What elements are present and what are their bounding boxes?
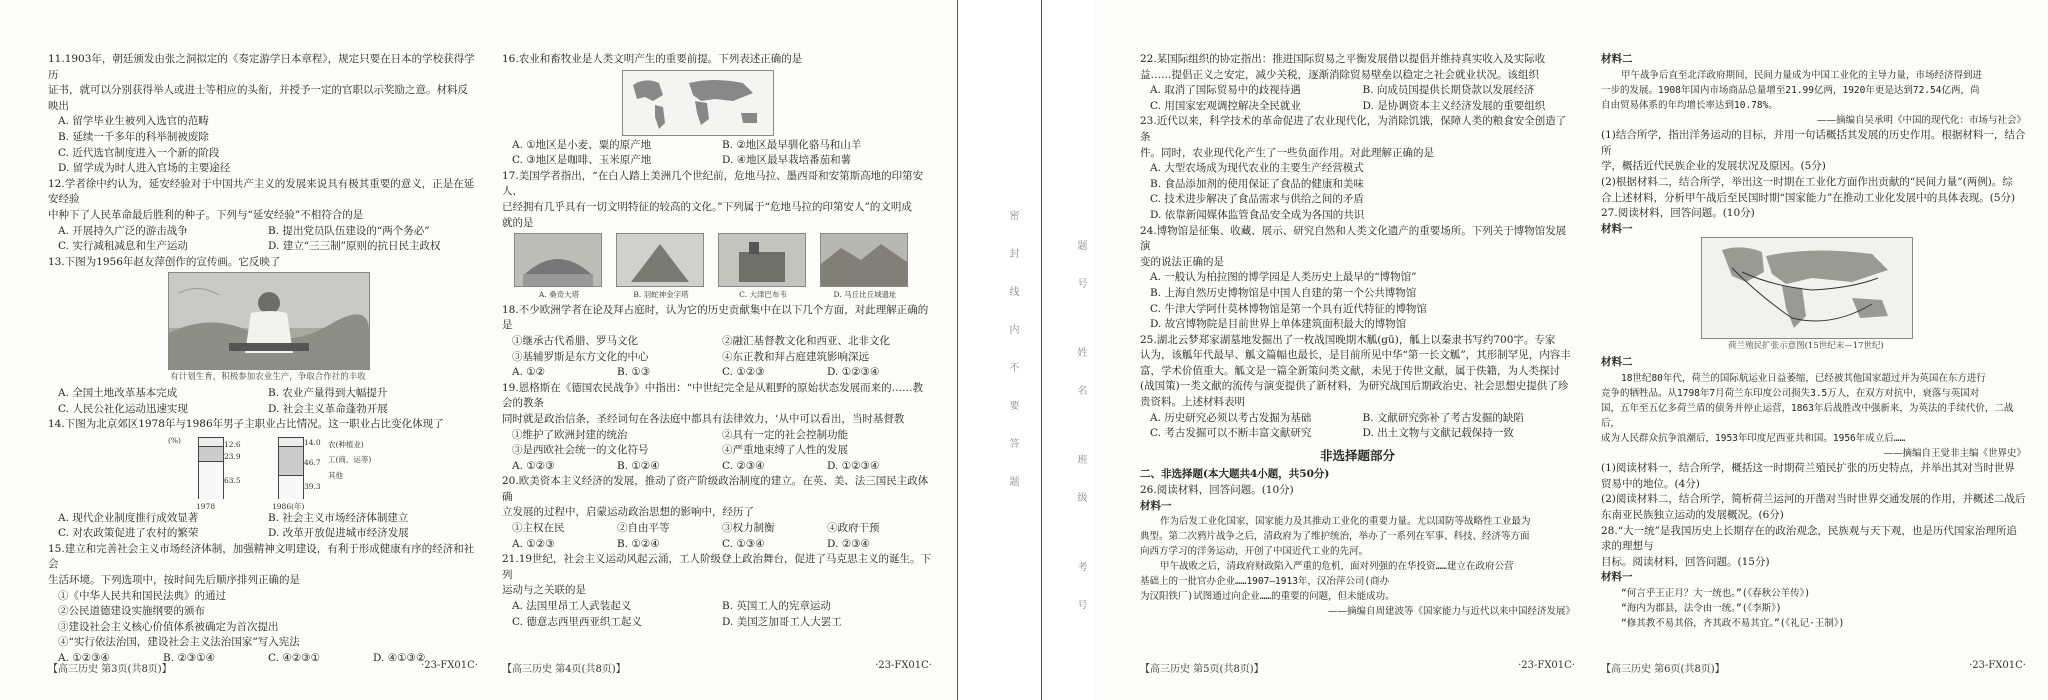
q28-quote-2: “海内为郡县，法令由一统。”(《李斯》) — [1621, 602, 1782, 614]
q21-option-c: C. 德意志西里西亚织工起义 — [512, 615, 642, 628]
question-23 — [1140, 114, 1575, 223]
q26-material1-label: 材料一 — [1140, 499, 1172, 512]
q27-mat2-line1: 18世纪80年代，荷兰的国际航运业日益萎缩，已经被其他国家超过并为英国在东方进行 — [1621, 372, 1986, 384]
q24-stem-1: 24.博物馆是征集、收藏、展示、研究自然和人类文化遗产的重要场所。下列关于博物馆发展演 — [1140, 224, 1567, 253]
q27-mat2-line2: 竞争的牺牲品。从1798年7月荷兰东印度公司损失3.5万人，在双方对抗中，衰落与英国对 — [1601, 387, 1980, 399]
q28-quote-1: “何言乎王正月？大一统也。”(《春秋公羊传》) — [1621, 587, 1811, 599]
q20-item-4: ④政府干预 — [827, 522, 880, 535]
q26-stem: 26.阅读材料，回答问题。(10分) — [1140, 484, 1294, 497]
q18-item-4: ④东正教和拜占庭建筑影响深远 — [722, 350, 869, 363]
q26-sub1-line2: 学，概括近代民族企业的发展状况及原因。(5分) — [1601, 160, 1826, 173]
q17-label-b: B. 羽蛇神金字塔 — [633, 290, 689, 300]
legend-agri: 农(种植业) — [328, 439, 364, 449]
page3-footer — [48, 660, 478, 675]
q11-stem-1: 11.1903年，朝廷颁发由张之洞拟定的《奏定游学日本章程》，规定只要在日本的学校获得学历 — [48, 53, 475, 81]
q25-option-a: A. 历史研究必须以考古发掘为基础 — [1150, 411, 1312, 424]
q14-stem: 14.下图为北京郊区1978年与1986年男子主职业占比情况。这一职业占比变化体现了 — [48, 418, 444, 431]
q20-item-1: ①主权在民 — [512, 522, 565, 535]
page5-footer — [1140, 660, 1575, 675]
q26-mat2-line1: 甲午战争后直至北洋政府期间，民间力量成为中国工业化的主导力量，市场经济得到进 — [1621, 69, 1983, 81]
question-13 — [48, 255, 478, 417]
q20-stem-2: 立发展的过程中，启蒙运动政治思想的影响中，经历了 — [502, 506, 754, 519]
page5-column — [1140, 52, 1575, 620]
q28-material1-label: 材料一 — [1601, 571, 1633, 584]
q26-mat-line5: 基础上的一批官办企业……1907—1913年，汉冶萍公司(商办 — [1140, 576, 1390, 588]
q19-item-3: ③是西欧社会统一的文化符号 — [512, 444, 649, 457]
q12-option-b: B. 提出党员队伍建设的“两个务必” — [268, 224, 430, 237]
question-19 — [502, 381, 932, 475]
q16-option-d: D. ④地区最早栽培番茄和薯 — [722, 154, 852, 167]
q19-item-1: ①维护了欧洲封建的统治 — [512, 428, 628, 441]
q13-stem: 13.下图为1956年赵友萍创作的宣传画。它反映了 — [48, 255, 281, 268]
q11-option-b: B. 延续一千多年的科举制被废除 — [58, 130, 209, 143]
q26-material2-label: 材料二 — [1601, 53, 1633, 65]
q14-option-a: A. 现代企业制度推行成效显著 — [58, 511, 199, 524]
q28-quote-3: “修其教不易其俗，齐其政不易其宜。”(《礼记·王制》) — [1621, 617, 1845, 629]
q16-option-b: B. ②地区最早驯化骆马和山羊 — [722, 138, 862, 151]
q21-option-d: D. 美国芝加哥工人大罢工 — [722, 615, 842, 628]
q27-sub1-line1: (1)阅读材料一，结合所学，概括这一时期荷兰殖民扩张的历史特点，并举出其对当时世界 — [1601, 462, 2015, 475]
q22-option-b: B. 向成员国提供长期贷款以发展经济 — [1362, 84, 1535, 97]
q11-option-c: C. 近代选官制度进入一个新的阶段 — [58, 146, 220, 159]
q27-material1-label: 材料一 — [1601, 222, 1633, 235]
q17-label-c: C. 大津巴布韦 — [739, 290, 787, 300]
q23-option-a: A. 大型农场成为现代农业的主要生产经营模式 — [1150, 162, 1364, 175]
q17-stem-2: 已经拥有几乎具有一切文明特征的较高的文化。”下列属于“危地马拉的印第安人”的文明成 — [502, 200, 912, 213]
q26-mat-line4: 甲午战败之后，清政府财政陷入严重的危机，面对列强的在华投资……建立在政府公营 — [1160, 561, 1514, 573]
q24-stem-2: 变的说法正确的是 — [1140, 255, 1224, 268]
q22-option-d: D. 是协调资本主义经济发展的重要组织 — [1362, 99, 1546, 112]
q20-item-3: ③权力制衡 — [722, 522, 775, 535]
chart-unit-label: (%) — [168, 435, 181, 445]
v1986-1: 14.0 — [304, 437, 321, 447]
page3-footer-page: 【高三历史 第3页(共8页)】 — [48, 664, 172, 675]
q16-option-c: C. ③地区是咖啡、玉米原产地 — [512, 154, 652, 167]
q20-option-c: C. ①③④ — [722, 537, 765, 550]
q13-option-d: D. 社会主义革命蓬勃开展 — [268, 402, 388, 415]
q26-mat-line3: 向西方学习的洋务运动，开创了中国近代工业的先河。 — [1140, 546, 1369, 558]
q13-option-c: C. 人民公社化运动迅速实现 — [58, 402, 188, 415]
q19-option-c: C. ②③④ — [722, 459, 765, 472]
q26-mat-line6: 为汉阳铁厂)试图通过向企业……的重要的问题，但未能成功。 — [1140, 591, 1395, 603]
part2-instructions: 二、非选择题(本大题共4小题，共50分) — [1140, 468, 1330, 481]
chart-legend — [328, 437, 371, 484]
page5-footer-page: 【高三历史 第5页(共8页)】 — [1140, 664, 1264, 675]
q20-option-b: B. ①②④ — [617, 537, 660, 550]
q25-stem-3: 富，学术价值重大。觚文是一篇全新策问类文献，未见于传世文献，属于佚籍，为人类探讨 — [1140, 364, 1560, 377]
q19-option-d: D. ①②③④ — [827, 459, 880, 472]
q22-stem-2: 益……提倡正义之安定，减少关税，逐渐消除贸易壁垒以稳定之社会就业状况。该组织 — [1140, 68, 1539, 81]
v1978-1: 12.6 — [224, 439, 241, 449]
q11-option-a: A. 留学毕业生被列入选官的范畴 — [58, 115, 209, 128]
q25-option-c: C. 考古发掘可以不断丰富文献研究 — [1150, 427, 1312, 440]
q23-option-d: D. 依靠新闻媒体监管食品安全成为各国的共识 — [1150, 208, 1365, 221]
legend-industry: 工(商、运等) — [328, 455, 372, 465]
question-18 — [502, 303, 932, 381]
q12-option-c: C. 实行减租减息和生产运动 — [58, 240, 188, 253]
q12-option-a: A. 开展持久广泛的游击战争 — [58, 224, 188, 237]
seal-line-center — [1041, 0, 1042, 700]
q24-option-a: A. 一般认为柏拉图的博学园是人类历史上最早的“博物馆” — [1150, 271, 1417, 284]
q25-stem-5: 贵资料。上述材料表明 — [1140, 396, 1245, 409]
q18-option-a: A. ①② — [512, 366, 546, 379]
q18-option-b: B. ①③ — [617, 366, 651, 379]
q26-mat-line1: 作为后发工业化国家，国家能力及其推动工业化的重要力量。尤以国防等战略性工业最为 — [1160, 516, 1531, 528]
q23-stem-1: 23.近代以来，科学技术的革命促进了农业现代化，为消除饥饿，保障人类的粮食安全创造了条 — [1140, 115, 1567, 143]
q27-mat2-line3: 国，五年至五亿多荷兰盾的债务并停止运营，1863年后战胜改中强新来，为英法的手续代价，二战后， — [1601, 402, 2014, 429]
q25-stem-4: (战国策)一类文献的流传与演变提供了新材料，为研究战国后期政治史、社会思想史提供了珍 — [1140, 380, 1569, 393]
q19-item-2: ②具有一定的社会控制功能 — [722, 428, 848, 441]
q18-item-3: ③基辅罗斯是东方文化的中心 — [512, 350, 649, 363]
world-map-image — [622, 70, 774, 136]
q27-sub1-line2: 贸易中的地位。(4分) — [1601, 477, 1700, 490]
q22-stem-1: 22.某国际组织的协定指出：推进国际贸易之平衡发展借以提倡并维持真实收入及实际收 — [1140, 53, 1546, 65]
q26-mat2-line3: 自由贸易体系的年均增长率达到10.78%。 — [1601, 99, 1778, 111]
q20-stem-1: 20.欧美资本主义经济的发展，推动了资产阶级政治制度的建立。在英、美、法三国民主政体确 — [502, 475, 929, 503]
q17-image-d — [820, 233, 910, 303]
q14-option-c: C. 对农政策促进了农村的繁荣 — [58, 527, 199, 540]
question-16 — [502, 52, 932, 169]
q14-option-d: D. 改革开放促进城市经济发展 — [268, 527, 409, 540]
q16-option-a: A. ①地区是小麦、粟的原产地 — [512, 138, 652, 151]
q17-image-c — [718, 233, 808, 303]
q24-option-b: B. 上海自然历史博物馆是中国人自建的第一个公共博物馆 — [1150, 286, 1417, 299]
page4-footer — [502, 660, 932, 675]
q17-stem-3: 就的是 — [502, 216, 534, 229]
q25-option-d: D. 出土文物与文献记载保持一致 — [1362, 427, 1514, 440]
q15-option-c: C. ④②③① — [268, 652, 320, 665]
q15-option-d: D. ④①③② — [373, 652, 426, 665]
page6-footer — [1601, 660, 2026, 675]
page5-footer-code: ·23-FX01C· — [1518, 660, 1575, 671]
q15-item-2: ②公民道德建设实施纲要的颁布 — [58, 605, 205, 618]
q19-item-4: ④严重地束缚了人性的发展 — [722, 444, 848, 457]
q19-option-a: A. ①②③ — [512, 459, 555, 472]
q25-option-b: B. 文献研究弥补了考古发掘的缺陷 — [1362, 411, 1524, 424]
q13-option-b: B. 农业产量得到大幅提升 — [268, 386, 388, 399]
q23-option-c: C. 技术进步解决了食品需求与供给之间的矛盾 — [1150, 193, 1364, 206]
q21-option-b: B. 英国工人的宪章运动 — [722, 600, 831, 613]
q15-option-b: B. ②③①④ — [163, 652, 216, 665]
q19-stem-2: 同时就是政治信条，圣经词句在各法庭中都具有法律效力，‘从中可以看出，当时基督教 — [502, 412, 905, 425]
v1986-3: 39.3 — [304, 481, 321, 491]
q12-option-d: D. 建立“三三制”原则的抗日民主政权 — [268, 240, 441, 253]
bar-1978 — [198, 437, 224, 499]
question-28 — [1601, 524, 2026, 631]
left-page-spread — [0, 0, 955, 700]
v1978-2: 23.9 — [224, 451, 241, 461]
v1978-3: 63.5 — [224, 475, 241, 485]
q15-option-a: A. ①②③④ — [58, 652, 110, 665]
q18-option-c: C. ①②③ — [722, 366, 765, 379]
q27-mat2-line4: 成为人民群众抗争浪潮后，1953年印度尼西亚共和国。1956年成立后…… — [1601, 432, 1906, 444]
q28-stem-1: 28.“大一统”是我国历史上长期存在的政治观念，民族观与天下观，也是历代国家治理所追求的理想与 — [1601, 524, 2017, 553]
question-15 — [48, 542, 478, 667]
question-20 — [502, 474, 932, 552]
legend-other: 其他 — [328, 470, 343, 480]
page3-column — [48, 52, 478, 667]
question-21 — [502, 552, 932, 630]
q18-option-d: D. ①②③④ — [827, 366, 880, 379]
q26-mat-line2: 典型。第二次鸦片战争之后，清政府为了维护统治，举办了一系列在军事、科技、经济等方面 — [1140, 531, 1530, 543]
page4-footer-page: 【高三历史 第4页(共8页)】 — [502, 664, 626, 675]
q25-stem-2: 认为，该觚年代最早、觚文篇幅也最长，是目前所见中华“第一长文觚”，其形制罕见，内容丰 — [1140, 349, 1571, 362]
q26-source: ——摘编自周建波等《国家能力与近代以来中国经济发展》 — [1327, 606, 1575, 618]
q15-stem-1: 15.建立和完善社会主义市场经济体制，加强精神文明建设，有利于形成健康有序的经济和社会 — [48, 542, 475, 571]
seal-note-left: 密封线内不要答题 — [1007, 210, 1018, 514]
q15-item-1: ①《中华人民共和国民法典》的通过 — [58, 589, 226, 602]
q11-stem-2: 证书，就可以分别获得举人或进士等相应的头衔，并授予一定的官职以示奖励之意。材料反映出 — [48, 84, 468, 112]
q26-sub1-line1: (1)结合所学，指出洋务运动的目标，并用一句话概括其发展的历史作用。根据材料一，结合所 — [1601, 129, 2026, 157]
q22-option-a: A. 取消了国际贸易中的歧视待遇 — [1150, 84, 1301, 97]
propaganda-poster-image — [168, 272, 370, 370]
question-25 — [1140, 333, 1575, 442]
q26-mat2-source: ——摘编自吴承明《中国的现代化：市场与社会》 — [1816, 114, 2026, 126]
question-14 — [48, 417, 478, 542]
page4-column — [502, 52, 932, 630]
page3-footer-code: ·23-FX01C· — [421, 660, 478, 671]
q12-stem-1: 12.学者徐中约认为，延安经验对于中国共产主义的发展来说具有极其重要的意义，正是在延安经验 — [48, 177, 475, 206]
q27-material2-label: 材料二 — [1601, 355, 1633, 368]
q25-stem-1: 25.湖北云梦郑家湖墓地发掘出了一枚战国晚期木觚(gū)，觚上以秦隶书写约700字。专家 — [1140, 333, 1556, 346]
q15-item-4: ④“实行依法治国，建设社会主义法治国家”写入宪法 — [58, 636, 300, 649]
q23-option-b: B. 食品添加剂的使用保证了食品的健康和美味 — [1150, 177, 1364, 190]
q20-option-a: A. ①②③ — [512, 537, 555, 550]
q19-option-b: B. ①②④ — [617, 459, 660, 472]
question-12 — [48, 177, 478, 255]
q28-stem-2: 目标。阅读材料，回答问题。(15分) — [1601, 555, 1770, 568]
q17-image-row — [502, 233, 932, 303]
q15-item-3: ③建设社会主义核心价值体系被确定为首次提出 — [58, 620, 279, 633]
q13-option-a: A. 全国土地改革基本完成 — [58, 386, 178, 399]
q17-image-a — [514, 233, 604, 303]
q17-label-d: D. 马丘比丘城遗址 — [833, 290, 897, 300]
q21-option-a: A. 法国里昂工人武装起义 — [512, 600, 632, 613]
year-1978: 1978 — [196, 501, 216, 511]
q18-stem: 18.不少欧洲学者在论及拜占庭时，认为它的历史贡献集中在以下几个方面，对此理解正确的是 — [502, 303, 929, 332]
q12-stem-2: 中种下了人民革命最后胜利的种子。下列与“延安经验”不相符合的是 — [48, 208, 364, 221]
poster-caption: 有计划生育，积极参加农业生产，争取合作社的丰收 — [170, 372, 366, 383]
q26-sub2-line1: (2)根据材料二，结合所学，举出这一时期在工业化方面作出贡献的“民间力量”(两例)。综 — [1601, 175, 2013, 188]
q23-stem-2: 件。同时，农业现代化产生了一些负面作用。对此理解正确的是 — [1140, 146, 1434, 159]
q20-item-2: ②自由平等 — [617, 522, 670, 535]
question-27 — [1601, 206, 2026, 523]
v1986-2: 46.7 — [304, 457, 321, 467]
q27-sub2-line2: 东南亚民族独立运动的发展概况。(6分) — [1601, 508, 1784, 521]
map-caption: 荷兰殖民扩张示意图(15世纪末—17世纪) — [1728, 341, 1884, 352]
q11-option-d: D. 留学成为时人进入官场的主要途径 — [58, 162, 231, 175]
q17-label-a: A. 桑奇大塔 — [538, 290, 580, 300]
bar-1986 — [278, 437, 304, 499]
right-page-spread — [1093, 0, 2048, 700]
q17-image-b — [616, 233, 706, 303]
q21-stem-1: 21.19世纪，社会主义运动风起云涌，工人阶级登上政治舞台，促进了马克思主义的诞生。下列 — [502, 553, 932, 581]
page6-column — [1601, 52, 2026, 631]
seal-fields: 题号 姓名 班级 考号 — [1075, 240, 1086, 638]
binding-gutter — [955, 0, 1093, 700]
page6-footer-page: 【高三历史 第6页(共8页)】 — [1601, 664, 1725, 675]
q26-sub2-line2: 合上述材料，分析甲午战后至民国时期“国家能力”在推动工业化发展中的具体表现。(5分) — [1601, 191, 2016, 204]
q16-stem: 16.农业和畜牧业是人类文明产生的重要前提。下列表述正确的是 — [502, 53, 803, 65]
q27-stem: 27.阅读材料，回答问题。(10分) — [1601, 207, 1755, 220]
q27-mat2-source: ——摘编自王觉非主编《世界史》 — [1883, 447, 2026, 459]
question-17 — [502, 169, 932, 303]
q24-option-d: D. 故宫博物院是目前世界上单体建筑面积最大的博物馆 — [1150, 318, 1407, 331]
q18-item-1: ①继承古代希腊、罗马文化 — [512, 334, 638, 347]
q24-option-c: C. 牛津大学阿什莫林博物馆是第一个具有近代特征的博物馆 — [1150, 302, 1427, 315]
employment-stacked-chart — [168, 433, 388, 511]
colonial-expansion-map — [1701, 237, 1913, 339]
q14-option-b: B. 社会主义市场经济体制建立 — [268, 511, 409, 524]
section-heading: 非选择题部分 — [1319, 447, 1395, 463]
q22-option-c: C. 用国家宏观调控解决全民就业 — [1150, 99, 1301, 112]
q15-stem-2: 生活环境。下列选项中，按时间先后顺序排列正确的是 — [48, 574, 300, 587]
q19-stem-1: 19.恩格斯在《德国农民战争》中指出：“中世纪完全是从粗野的原始状态发展而来的……教会的教条 — [502, 381, 924, 410]
page6-footer-code: ·23-FX01C· — [1969, 660, 2026, 671]
q20-option-d: D. ②③④ — [827, 537, 870, 550]
q27-sub2-line1: (2)阅读材料二，结合所学，简析荷兰运河的开凿对当时世界交通发展的作用，并概述二战后 — [1601, 493, 2026, 506]
q26-mat2-line2: 一步的发展。1908年国内市场商品总量增至21.99亿两，1920年更是达到72.54亿两，尚 — [1601, 84, 1980, 96]
question-11 — [48, 52, 478, 177]
seal-line-left — [957, 0, 958, 700]
question-26 — [1140, 483, 1575, 620]
year-1986: 1986(年) — [272, 501, 305, 511]
question-24 — [1140, 224, 1575, 333]
page4-footer-code: ·23-FX01C· — [875, 660, 932, 671]
q17-stem-1: 17.美国学者指出，“在白人踏上美洲几个世纪前，危地马拉、墨西哥和安第斯高地的印第安人， — [502, 169, 924, 198]
q18-item-2: ②融汇基督教文化和西亚、北非文化 — [722, 334, 890, 347]
question-22 — [1140, 52, 1575, 114]
q21-stem-2: 运动与之关联的是 — [502, 584, 586, 597]
